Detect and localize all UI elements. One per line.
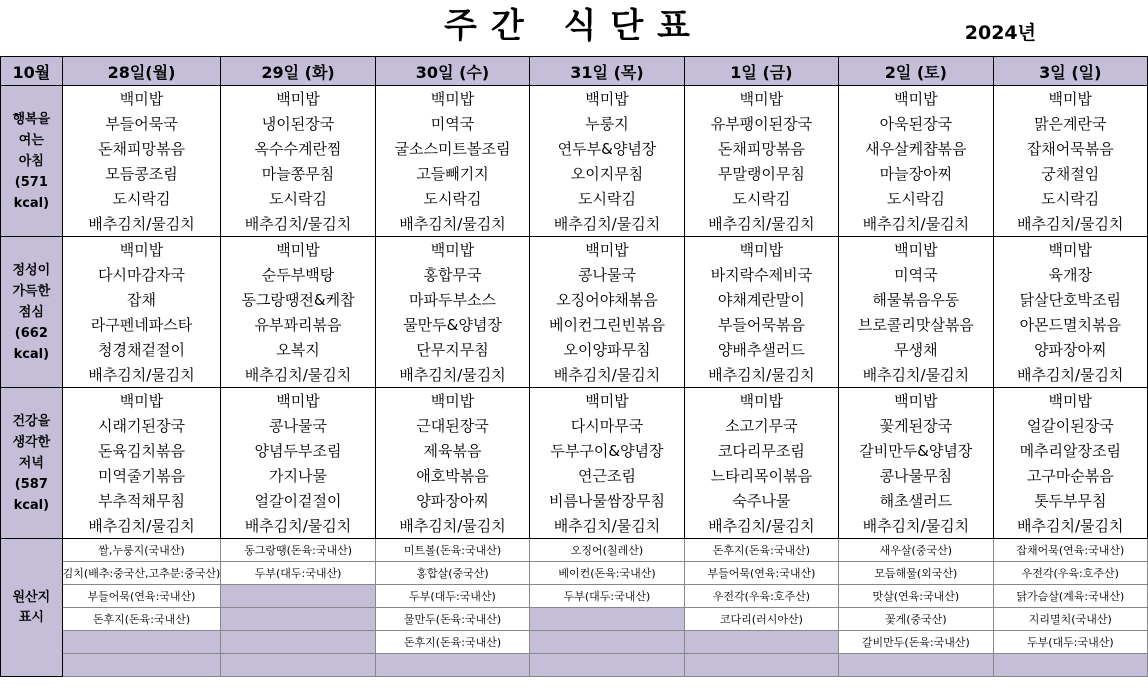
menu-item: 누룽지 [530, 111, 684, 136]
origin-cell: 두부(대두:국내산) [530, 585, 684, 608]
menu-item: 배추김치/물김치 [993, 211, 1147, 237]
origin-row [1, 539, 1148, 562]
menu-item: 갈비만두&양념장 [839, 438, 993, 463]
menu-item: 양파장아찌 [375, 488, 529, 513]
menu-item: 애호박볶음 [375, 463, 529, 488]
origin-cell [530, 631, 684, 654]
meal-label-line: kcal) [13, 497, 50, 513]
menu-item: 닭살단호박조림 [993, 287, 1147, 312]
meal-label-line: 생각한 [12, 434, 51, 450]
day-header: 3일 (일) [993, 57, 1147, 86]
menu-item: 백미밥 [375, 388, 529, 414]
menu-item: 시래기된장국 [62, 413, 221, 438]
origin-cell: 부들어묵(연육:국내산) [684, 562, 838, 585]
menu-item: 메추리알장조림 [993, 438, 1147, 463]
menu-item: 무생채 [839, 337, 993, 362]
origin-cell: 부들어묵(연육:국내산) [62, 585, 221, 608]
menu-item: 콩나물국 [530, 262, 684, 287]
origin-cell [221, 608, 375, 631]
origin-cell: 베이컨(돈육:국내산) [530, 562, 684, 585]
origin-cell: 미트볼(돈육:국내산) [375, 539, 529, 562]
origin-cell: 쌀,누룽지(국내산) [62, 539, 221, 562]
menu-item: 유부팽이된장국 [684, 111, 838, 136]
menu-item: 새우살케챱볶음 [839, 136, 993, 161]
menu-item: 라구펜네파스타 [62, 312, 221, 337]
menu-item: 부들어묵볶음 [684, 312, 838, 337]
origin-cell: 우전각(우육:호주산) [993, 562, 1147, 585]
meal-label-line: (587 [14, 476, 48, 492]
menu-item: 얼갈이된장국 [993, 413, 1147, 438]
menu-item: 고구마순볶음 [993, 463, 1147, 488]
menu-item: 배추김치/물김치 [684, 513, 838, 539]
day-header: 31일 (목) [530, 57, 684, 86]
day-header: 29일 (화) [221, 57, 375, 86]
origin-cell: 코다리(러시아산) [684, 608, 838, 631]
menu-item: 배추김치/물김치 [375, 211, 529, 237]
menu-item: 가지나물 [221, 463, 375, 488]
menu-item: 홍합무국 [375, 262, 529, 287]
menu-item: 백미밥 [375, 86, 529, 112]
menu-table [0, 56, 1148, 677]
menu-item: 콩나물국 [221, 413, 375, 438]
origin-cell: 우전각(우육:호주산) [684, 585, 838, 608]
breakfast-row [1, 111, 1148, 136]
menu-item: 배추김치/물김치 [62, 513, 221, 539]
meal-label-line: (571 [14, 174, 48, 190]
origin-cell: 지리멸치(국내산) [993, 608, 1147, 631]
page-title: 주간 식단표 [443, 6, 705, 46]
menu-item: 백미밥 [684, 237, 838, 263]
menu-item: 비름나물쌈장무침 [530, 488, 684, 513]
menu-item: 백미밥 [62, 86, 221, 112]
origin-cell: 돈후지(돈육:국내산) [684, 539, 838, 562]
menu-item: 오징어야채볶음 [530, 287, 684, 312]
menu-item: 백미밥 [530, 237, 684, 263]
menu-item: 두부구이&양념장 [530, 438, 684, 463]
lunch-row [1, 237, 1148, 263]
month-header: 10월 [1, 57, 63, 86]
menu-item: 돈채피망볶음 [62, 136, 221, 161]
meal-label-line: 점심 [18, 304, 44, 320]
dinner-row [1, 513, 1148, 539]
menu-item: 도시락김 [62, 186, 221, 211]
meal-label-line: 가득한 [12, 283, 51, 299]
menu-item: 베이컨그린빈볶음 [530, 312, 684, 337]
menu-item: 물만두&양념장 [375, 312, 529, 337]
origin-label-line: 표시 [18, 609, 44, 625]
menu-item: 근대된장국 [375, 413, 529, 438]
menu-item: 도시락김 [993, 186, 1147, 211]
menu-item: 배추김치/물김치 [221, 513, 375, 539]
menu-item: 브로콜리맛살볶음 [839, 312, 993, 337]
lunch-row [1, 362, 1148, 388]
day-header: 1일 (금) [684, 57, 838, 86]
origin-label [1, 539, 63, 677]
origin-cell: 모듬해물(외국산) [839, 562, 993, 585]
meal-label-line: 행복을 [12, 111, 51, 127]
origin-cell: 두부(대두:국내산) [375, 585, 529, 608]
origin-cell: 돈후지(돈육:국내산) [375, 631, 529, 654]
menu-item: 백미밥 [993, 237, 1147, 263]
menu-item: 궁채절임 [993, 161, 1147, 186]
dinner-row [1, 388, 1148, 414]
menu-item: 톳두부무침 [993, 488, 1147, 513]
origin-cell [530, 654, 684, 677]
origin-cell [530, 608, 684, 631]
menu-item: 배추김치/물김치 [530, 362, 684, 388]
menu-item: 옥수수계란찜 [221, 136, 375, 161]
menu-item: 배추김치/물김치 [993, 513, 1147, 539]
menu-item: 마늘장아찌 [839, 161, 993, 186]
menu-item: 배추김치/물김치 [839, 211, 993, 237]
meal-label-line: 저녁 [18, 455, 44, 471]
dinner-row [1, 438, 1148, 463]
menu-item: 미역국 [839, 262, 993, 287]
menu-item: 굴소스미트볼조림 [375, 136, 529, 161]
menu-item: 단무지무침 [375, 337, 529, 362]
menu-item: 배추김치/물김치 [530, 513, 684, 539]
origin-cell: 꽃게(중국산) [839, 608, 993, 631]
menu-item: 배추김치/물김치 [530, 211, 684, 237]
menu-item: 배추김치/물김치 [684, 211, 838, 237]
origin-row [1, 608, 1148, 631]
menu-item: 배추김치/물김치 [375, 513, 529, 539]
menu-item: 유부꽈리볶음 [221, 312, 375, 337]
menu-item: 오복지 [221, 337, 375, 362]
menu-item: 양념두부조림 [221, 438, 375, 463]
origin-cell [684, 631, 838, 654]
origin-cell: 물만두(돈육:국내산) [375, 608, 529, 631]
menu-item: 백미밥 [993, 388, 1147, 414]
menu-item: 배추김치/물김치 [62, 362, 221, 388]
menu-item: 해물볶음우동 [839, 287, 993, 312]
menu-item: 다시마무국 [530, 413, 684, 438]
origin-cell: 갈비만두(돈육:국내산) [839, 631, 993, 654]
origin-cell: 김치(배추:중국산,고추분:중국산) [62, 562, 221, 585]
menu-item: 배추김치/물김치 [375, 362, 529, 388]
menu-item: 꽃게된장국 [839, 413, 993, 438]
meal-label-line: 아침 [18, 153, 44, 169]
breakfast-row [1, 86, 1148, 112]
origin-cell: 맛살(연육:국내산) [839, 585, 993, 608]
lunch-row [1, 287, 1148, 312]
menu-item: 돈육김치볶음 [62, 438, 221, 463]
menu-item: 백미밥 [993, 86, 1147, 112]
menu-item: 마파두부소스 [375, 287, 529, 312]
menu-item: 얼갈이겉절이 [221, 488, 375, 513]
breakfast-row [1, 136, 1148, 161]
menu-item: 백미밥 [221, 237, 375, 263]
origin-cell [221, 631, 375, 654]
menu-item: 양배추샐러드 [684, 337, 838, 362]
menu-item: 도시락김 [221, 186, 375, 211]
menu-item: 숙주나물 [684, 488, 838, 513]
dinner-row [1, 413, 1148, 438]
menu-item: 백미밥 [839, 237, 993, 263]
breakfast-row [1, 186, 1148, 211]
dinner-row [1, 488, 1148, 513]
menu-item: 돈채피망볶음 [684, 136, 838, 161]
origin-label-line: 원산지 [12, 589, 51, 605]
meal-label-line: 정성이 [12, 262, 51, 278]
origin-cell [221, 585, 375, 608]
menu-item: 느타리목이볶음 [684, 463, 838, 488]
menu-item: 순두부백탕 [221, 262, 375, 287]
meal-label-line: kcal) [13, 195, 50, 211]
menu-item: 야채계란말이 [684, 287, 838, 312]
menu-item: 모듬콩조림 [62, 161, 221, 186]
menu-item: 배추김치/물김치 [839, 513, 993, 539]
origin-cell [62, 631, 221, 654]
menu-item: 배추김치/물김치 [221, 362, 375, 388]
origin-cell: 동그랑땡(돈육:국내산) [221, 539, 375, 562]
menu-item: 콩나물무침 [839, 463, 993, 488]
menu-item: 백미밥 [221, 388, 375, 414]
meal-label-line: (662 [14, 325, 48, 341]
lunch-row [1, 262, 1148, 287]
menu-item: 백미밥 [62, 388, 221, 414]
meal-label-line: kcal) [13, 346, 50, 362]
menu-item: 마늘쫑무침 [221, 161, 375, 186]
menu-item: 연두부&양념장 [530, 136, 684, 161]
menu-item: 아몬드멸치볶음 [993, 312, 1147, 337]
menu-item: 동그랑땡전&케찹 [221, 287, 375, 312]
menu-item: 백미밥 [684, 86, 838, 112]
meal-label-line: 건강을 [12, 413, 51, 429]
menu-item: 도시락김 [684, 186, 838, 211]
menu-item: 백미밥 [839, 86, 993, 112]
menu-item: 연근조림 [530, 463, 684, 488]
menu-item: 배추김치/물김치 [839, 362, 993, 388]
menu-item: 해초샐러드 [839, 488, 993, 513]
menu-item: 백미밥 [684, 388, 838, 414]
year-label: 2024년 [964, 22, 1036, 44]
origin-row [1, 654, 1148, 677]
header-row [1, 57, 1148, 86]
menu-item: 냉이된장국 [221, 111, 375, 136]
breakfast-row [1, 211, 1148, 237]
origin-cell: 오징어(칠레산) [530, 539, 684, 562]
origin-cell [221, 654, 375, 677]
origin-cell: 잡채어묵(연육:국내산) [993, 539, 1147, 562]
breakfast-label [1, 86, 63, 237]
origin-cell: 돈후지(돈육:국내산) [62, 608, 221, 631]
day-header: 28일(월) [62, 57, 221, 86]
origin-cell [684, 654, 838, 677]
lunch-label [1, 237, 63, 388]
day-header: 30일 (수) [375, 57, 529, 86]
menu-item: 바지락수제비국 [684, 262, 838, 287]
menu-item: 백미밥 [62, 237, 221, 263]
menu-item: 맑은계란국 [993, 111, 1147, 136]
menu-item: 부들어묵국 [62, 111, 221, 136]
menu-item: 육개장 [993, 262, 1147, 287]
origin-row [1, 585, 1148, 608]
menu-item: 도시락김 [375, 186, 529, 211]
menu-item: 제육볶음 [375, 438, 529, 463]
menu-item: 백미밥 [530, 388, 684, 414]
menu-item: 코다리무조림 [684, 438, 838, 463]
origin-cell: 닭가슴살(계육:국내산) [993, 585, 1147, 608]
lunch-row [1, 337, 1148, 362]
menu-item: 도시락김 [839, 186, 993, 211]
origin-cell: 두부(대두:국내산) [993, 631, 1147, 654]
menu-item: 무말랭이무침 [684, 161, 838, 186]
menu-item: 배추김치/물김치 [993, 362, 1147, 388]
menu-item: 오이지무침 [530, 161, 684, 186]
menu-item: 미역국 [375, 111, 529, 136]
menu-item: 아욱된장국 [839, 111, 993, 136]
menu-item: 잡채어묵볶음 [993, 136, 1147, 161]
breakfast-row [1, 161, 1148, 186]
menu-item: 부추적채무침 [62, 488, 221, 513]
origin-cell [993, 654, 1147, 677]
lunch-row [1, 312, 1148, 337]
origin-row [1, 631, 1148, 654]
menu-item: 잡채 [62, 287, 221, 312]
menu-item: 백미밥 [375, 237, 529, 263]
menu-item: 백미밥 [839, 388, 993, 414]
origin-cell [839, 654, 993, 677]
origin-cell [375, 654, 529, 677]
menu-item: 소고기무국 [684, 413, 838, 438]
menu-item: 미역줄기볶음 [62, 463, 221, 488]
menu-item: 백미밥 [221, 86, 375, 112]
origin-cell: 두부(대두:국내산) [221, 562, 375, 585]
origin-cell: 홍합살(중국산) [375, 562, 529, 585]
menu-item: 배추김치/물김치 [62, 211, 221, 237]
day-header: 2일 (토) [839, 57, 993, 86]
menu-item: 고들빼기지 [375, 161, 529, 186]
menu-item: 도시락김 [530, 186, 684, 211]
menu-item: 양파장아찌 [993, 337, 1147, 362]
menu-item: 백미밥 [530, 86, 684, 112]
menu-item: 청경채겉절이 [62, 337, 221, 362]
dinner-label [1, 388, 63, 539]
menu-item: 오이양파무침 [530, 337, 684, 362]
origin-cell [62, 654, 221, 677]
origin-row [1, 562, 1148, 585]
meal-label-line: 여는 [18, 132, 44, 148]
menu-item: 다시마감자국 [62, 262, 221, 287]
dinner-row [1, 463, 1148, 488]
menu-item: 배추김치/물김치 [221, 211, 375, 237]
menu-item: 배추김치/물김치 [684, 362, 838, 388]
origin-cell: 새우살(중국산) [839, 539, 993, 562]
